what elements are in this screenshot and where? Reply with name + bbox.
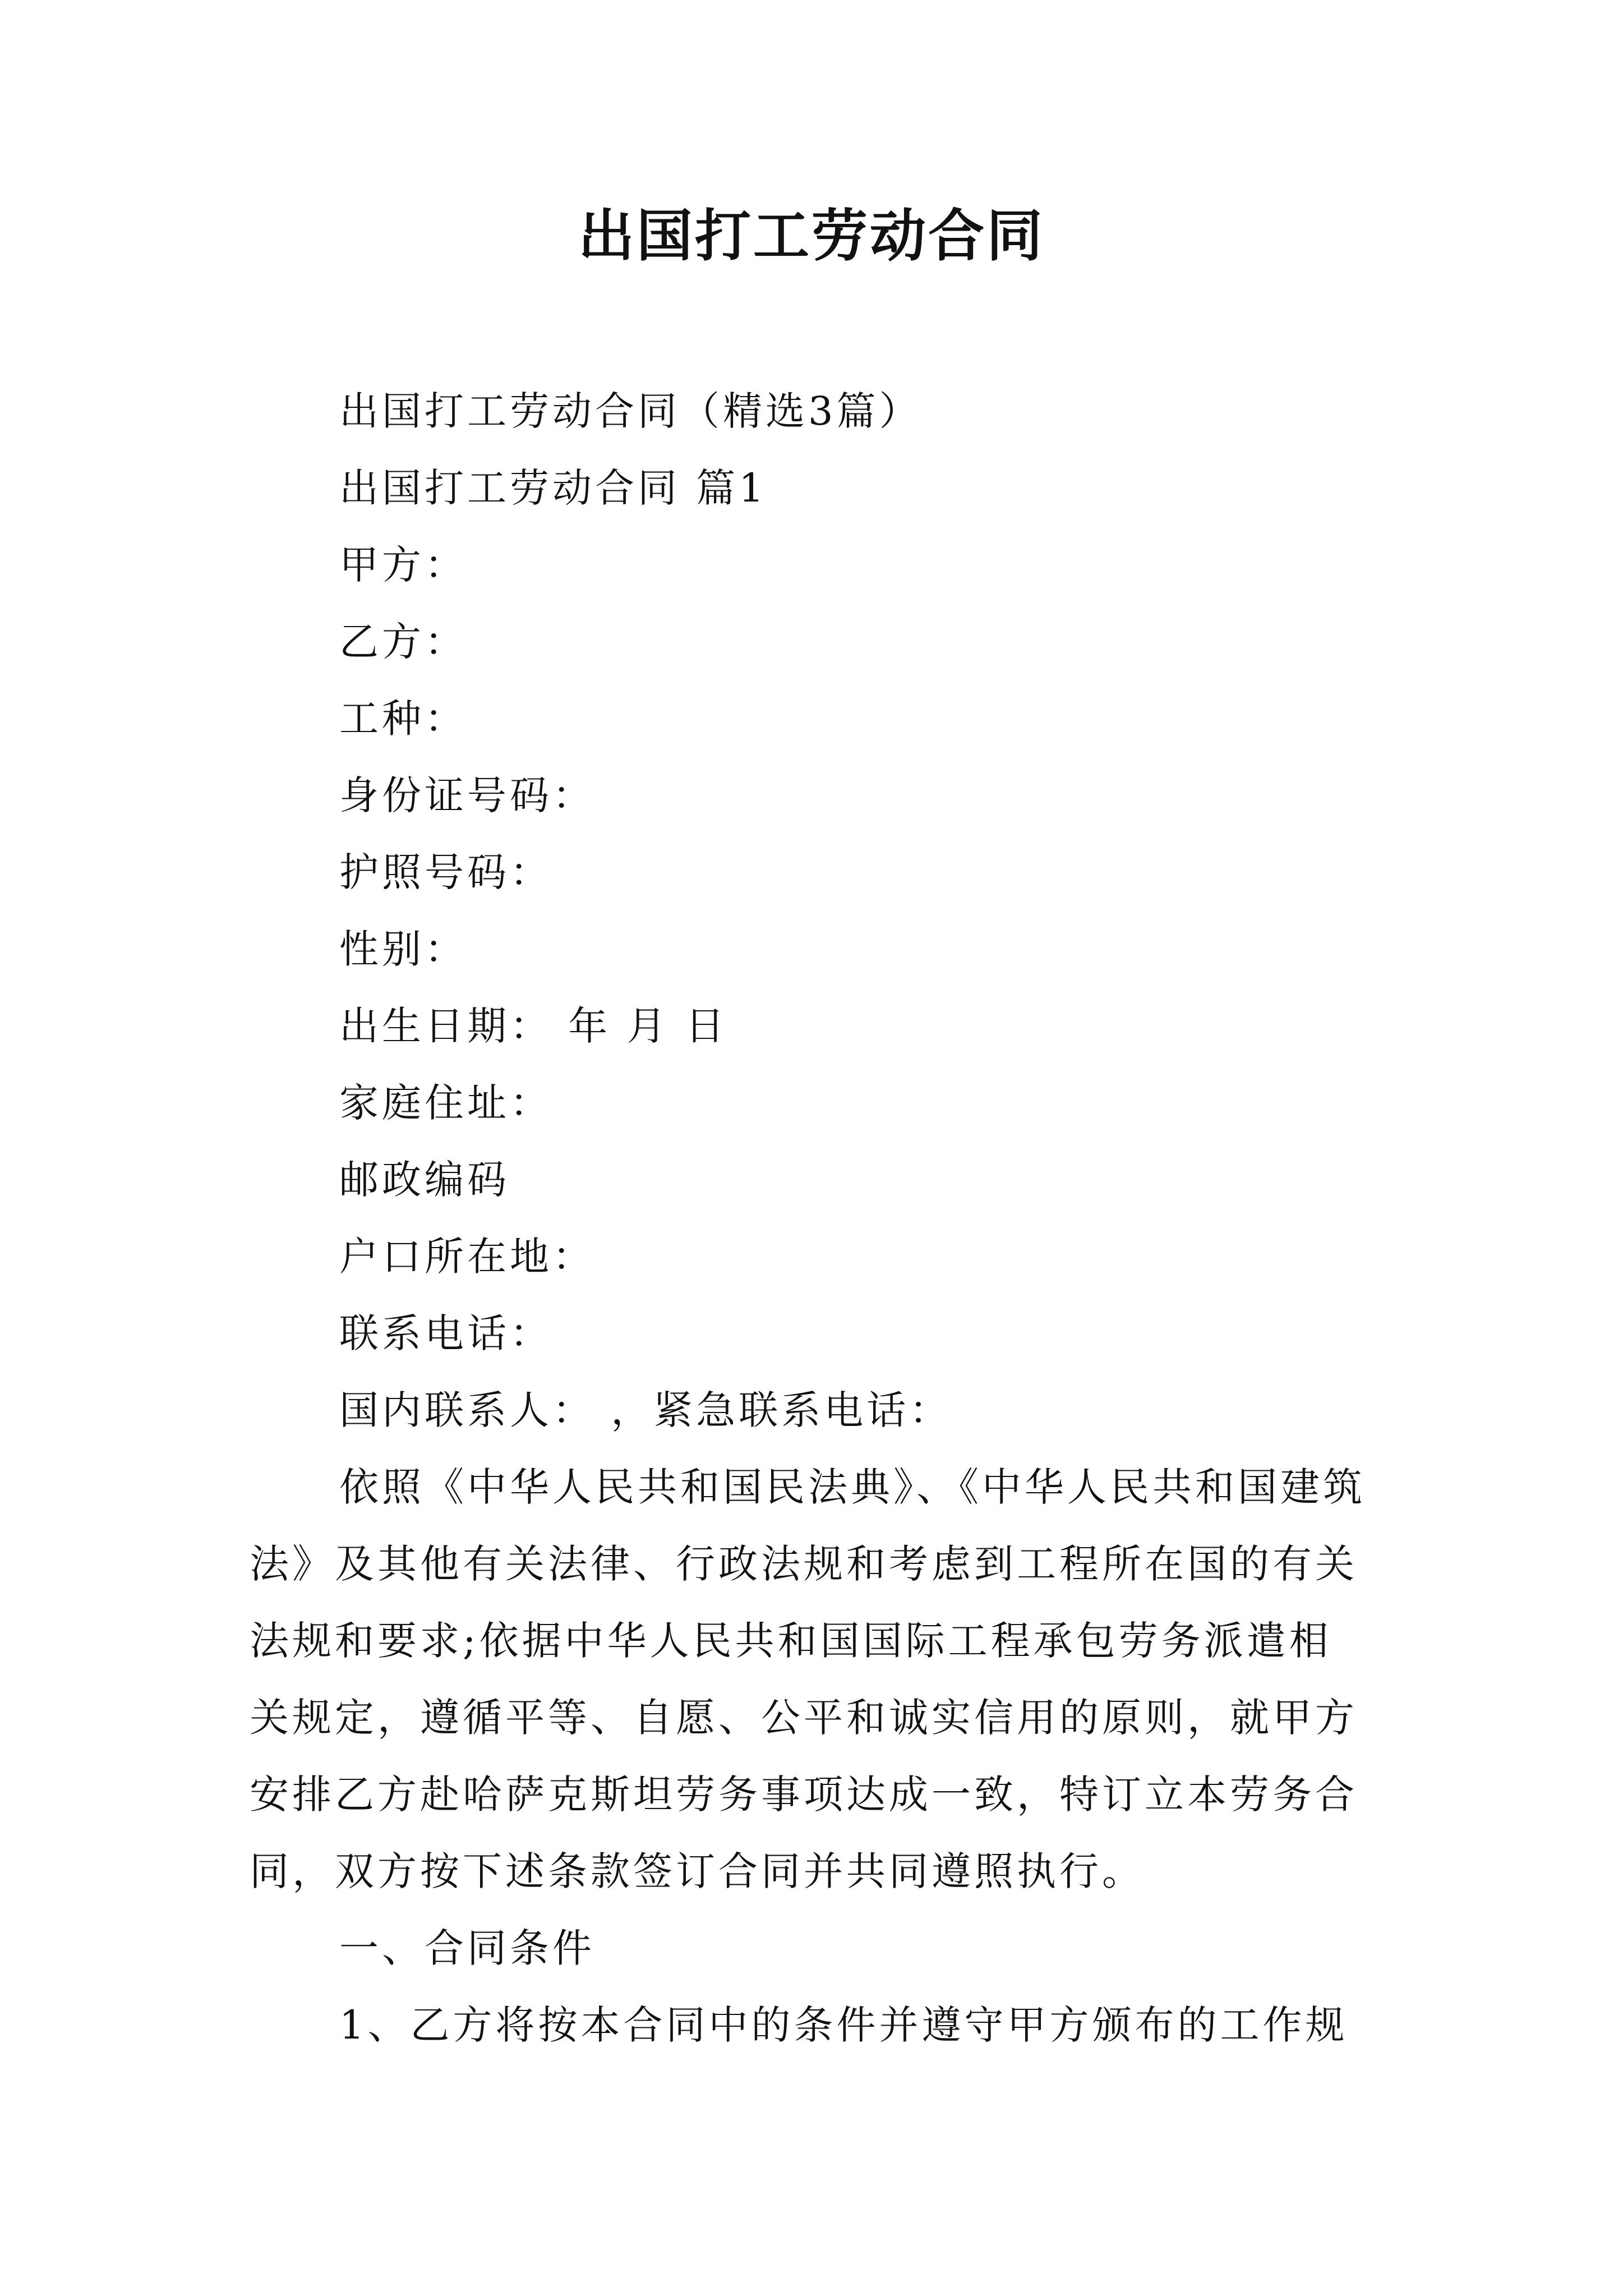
clause-1-text: 1、乙方将按本合同中的条件并遵守甲方颁布的工作规	[339, 2002, 1348, 2048]
paragraph-line: 依照《中华人民共和国民法典》、《中华人民共和国建筑	[339, 1464, 1366, 1510]
section-heading-part1: 出国打工劳动合同 篇1	[339, 465, 767, 511]
postal-code-field: 邮政编码	[339, 1157, 510, 1203]
id-number-field: 身份证号码：	[339, 772, 595, 818]
gender-field: 性别：	[339, 926, 467, 972]
passport-number-field: 护照号码：	[339, 849, 552, 895]
paragraph-line: 法》及其他有关法律、行政法规和考虑到工程所在国的有关	[250, 1541, 1358, 1587]
paragraph-line: 关规定，遵循平等、自愿、公平和诚实信用的原则，就甲方	[250, 1695, 1358, 1741]
birth-date-field: 出生日期： 年 月 日	[339, 1003, 728, 1049]
contract-conditions-heading: 一、合同条件	[339, 1925, 595, 1971]
paragraph-line: 同，双方按下述条款签订合同并共同遵照执行。	[250, 1848, 1145, 1894]
party-b-field: 乙方：	[339, 619, 467, 665]
contact-phone-field: 联系电话：	[339, 1310, 552, 1356]
paragraph-line: 法规和要求;依据中华人民共和国国际工程承包劳务派遣相	[250, 1618, 1332, 1664]
job-type-field: 工种：	[339, 696, 467, 742]
subtitle-line: 出国打工劳动合同（精选3篇）	[339, 388, 922, 434]
household-registration-field: 户口所在地：	[339, 1234, 595, 1280]
document-title: 出国打工劳动合同	[578, 203, 1045, 269]
domestic-contact-field: 国内联系人： ，紧急联系电话：	[339, 1387, 952, 1433]
party-a-field: 甲方：	[339, 542, 467, 588]
legal-basis-paragraph	[250, 1449, 1388, 1910]
document-body	[250, 373, 1388, 2064]
home-address-field: 家庭住址：	[339, 1080, 552, 1126]
paragraph-line: 安排乙方赴哈萨克斯坦劳务事项达成一致，特订立本劳务合	[250, 1772, 1358, 1818]
